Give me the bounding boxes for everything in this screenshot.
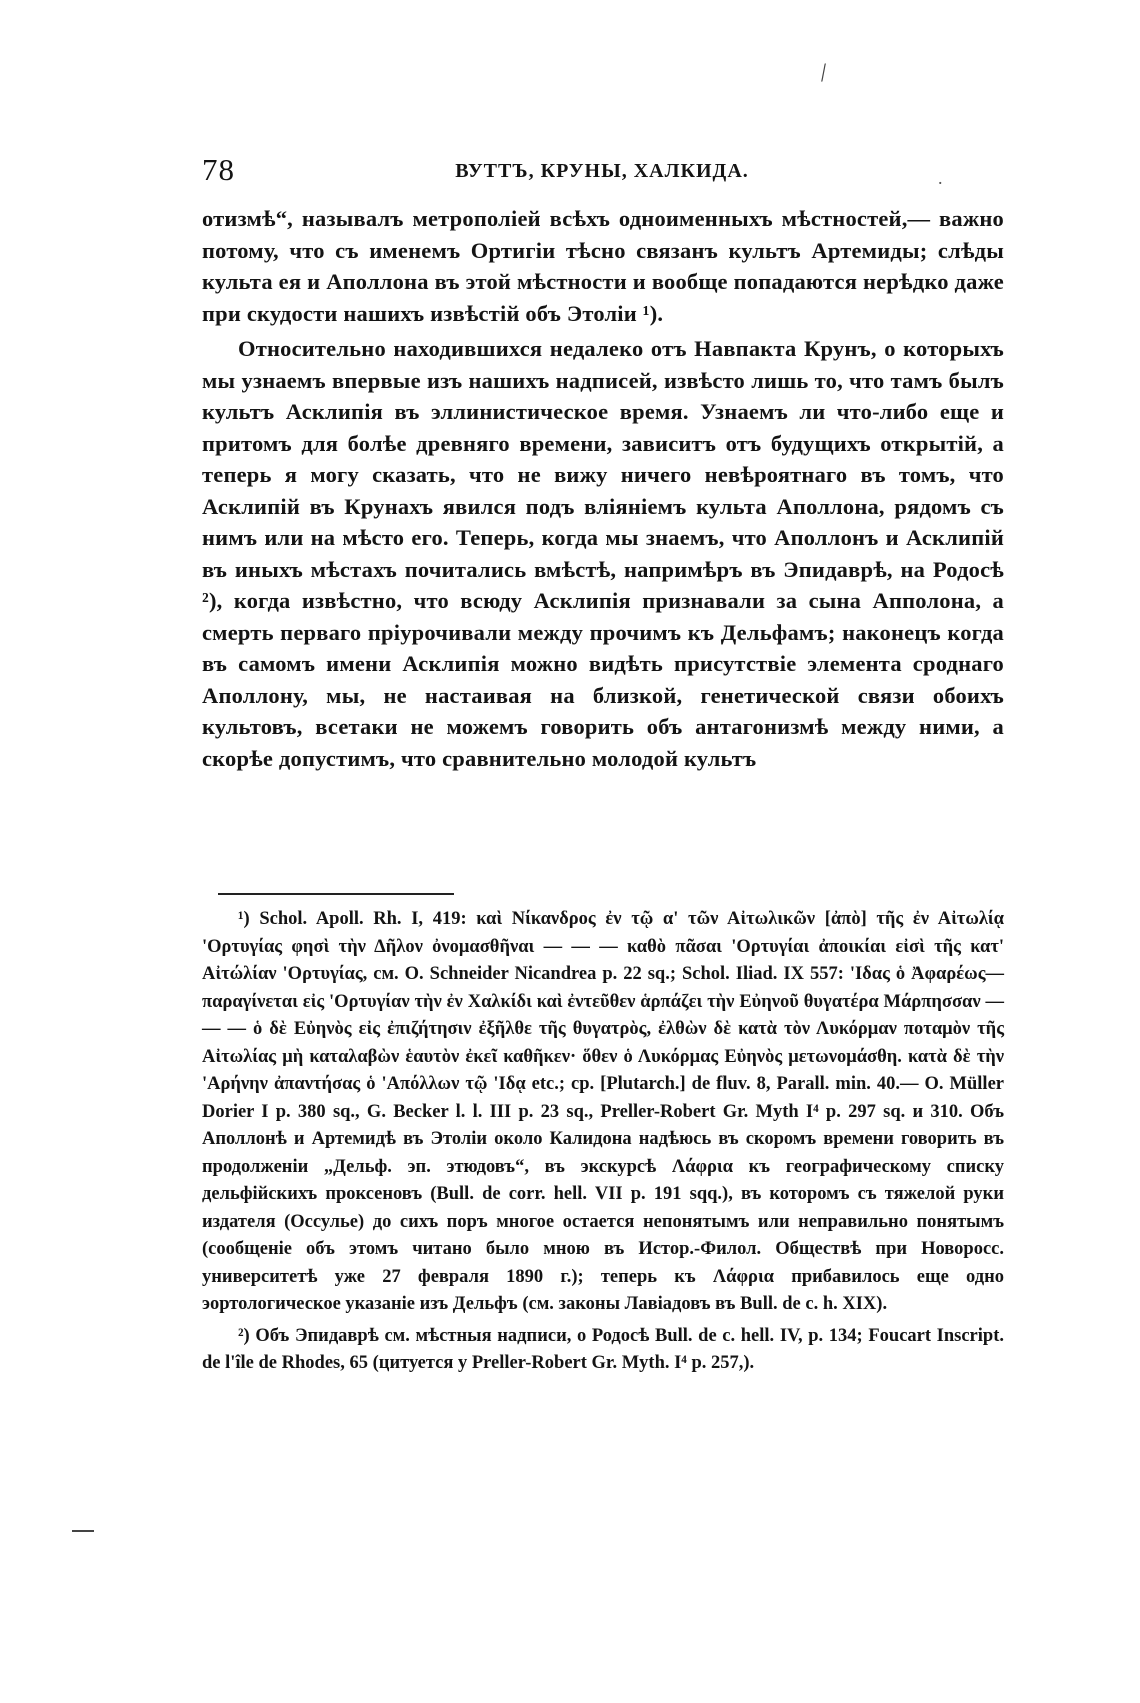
pencil-mark: / — [817, 57, 830, 88]
running-head: ВУТТЪ, КРУНЫ, ХАЛКИДА. — [455, 160, 749, 182]
margin-mark — [72, 1530, 94, 1532]
footnotes — [202, 906, 1004, 1378]
page-number: 78 — [202, 152, 235, 187]
paragraph: отизмѣ“, называлъ метрополіей всѣхъ одноименныхъ мѣстностей,— важно потому, что съ именемъ Ортигіи тѣсно связанъ культъ Артемиды; слѣды культа ея и Аполлона въ этой мѣстности и вообще попадаются нерѣдко даже при скудости нашихъ извѣстій объ Этоліи ¹). — [202, 206, 1004, 326]
main-text — [202, 203, 1004, 774]
footnote-rule — [218, 893, 454, 895]
footnote-2: ²) Объ Эпидаврѣ см. мѣстныя надписи, о Родосѣ Bull. de c. hell. IV, p. 134; Foucart Inscript. de l'île de Rhodes, 65 (цитуется у Preller-Robert Gr. Myth. I⁴ p. 257,). — [202, 1325, 1004, 1373]
page-header — [202, 152, 1002, 192]
header-dot: . — [938, 168, 943, 188]
paragraph: Относительно находившихся недалеко отъ Навпакта Крунъ, о которыхъ мы узнаемъ впервые изъ нашихъ надписей, извѣсто лишь то, что тамъ былъ культъ Асклипія въ эллинистическое время. Узнаемъ ли что-либо еще и притомъ для болѣе древняго времени, зависитъ отъ будущихъ открытій, а теперь я могу сказать, что не вижу ничего невѣроятнаго въ томъ, что Асклипій въ Крунахъ явился подъ вліяніемъ культа Аполлона, рядомъ съ нимъ или на мѣсто его. Теперь, когда мы знаемъ, что Аполлонъ и Асклипій въ иныхъ мѣстахъ почитались вмѣстѣ, напримѣръ въ Эпидаврѣ, на Родосѣ ²), когда извѣстно, что всюду Асклипія признавали за сына Апполона, а смерть перваго пріурочивали между прочимъ къ Дельфамъ; наконецъ когда въ самомъ имени Асклипія можно видѣть присутствіе элемента сроднаго Аполлону, мы, не настаивая на близкой, генетической связи обоихъ культовъ, всетаки не можемъ говорить объ антагонизмѣ между ними, а скорѣе допустимъ, что сравнительно молодой культъ — [202, 336, 1004, 771]
footnote-1: ¹) Schol. Apoll. Rh. I, 419: καὶ Νίκανδρος ἐν τῷ α' τῶν Αἰτωλικῶν [ἀπὸ] τῆς ἐν Αἰτωλίᾳ 'Ορτυγίας φησὶ τὴν Δῆλον ὀνομασθῆναι — — — καθὸ πᾶσαι 'Ορτυγίαι ἀποικίαι εἰσὶ τῆς κατ' Αἰτώλίαν 'Ορτυγίας, см. O. Schneider Nicandrea p. 22 sq.; Schol. Iliad. IX 557: 'Ιδας ὁ Ἀφαρέως—παραγίνεται εἰς 'Ορτυγίαν τὴν ἐν Χαλκίδι καὶ ἐντεῦθεν ἁρπάζει τὴν Εὐηνοῦ θυγατέρα Μάρπησσαν — — — ὁ δὲ Εὐηνὸς εἰς ἐπιζήτησιν ἐξῆλθε τῆς θυγατρὸς, ἐλθὼν δὲ κατὰ τὸν Λυκόρμαν ποταμὸν τῆς Αἰτωλίας μὴ καταλαβὼν ἑαυτὸν ἐκεῖ καθῆκεν· ὅθεν ὁ Λυκόρμας Εὐηνὸς μετωνομάσθη. κατὰ δὲ τὴν 'Αρήνην ἀπαντήσας ὁ 'Απόλλων τῷ 'Ιδᾳ etc.; cp. [Plutarch.] de fluv. 8, Parall. min. 40.— O. Müller Dorier I p. 380 sq., G. Becker l. l. III p. 23 sq., Preller-Robert Gr. Myth I⁴ p. 297 sq. и 310. Объ Аполлонѣ и Артемидѣ въ Этоліи около Калидона надѣюсь въ скоромъ времени говорить въ продолженіи „Дельф. эп. этюдовъ“, въ экскурсѣ Λάφρια къ географическому списку дельфійскихъ проксеновъ (Bull. de corr. hell. VII p. 191 sqq.), въ которомъ съ тяжелой руки издателя (Оссулье) до сихъ поръ многое остается непонятымъ или неправильно понятымъ (сообщеніе объ этомъ читано было мною въ Истор.-Филол. Обществѣ при Новоросс. университетѣ уже 27 февраля 1890 г.); теперь къ Λάφρια прибавилось еще одно эортологическое указаніе изъ Дельфъ (см. законы Лавіадовъ въ Bull. de c. h. XIX). — [202, 909, 1004, 1314]
